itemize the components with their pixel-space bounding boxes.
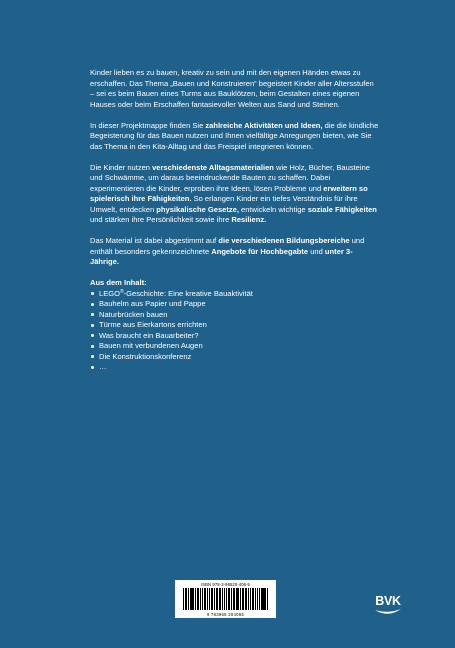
list-item: Bauhelm aus Papier und Pappe	[90, 299, 380, 310]
list-item: Was braucht ein Bauarbeiter?	[90, 331, 380, 342]
barcode-bar	[204, 588, 205, 610]
barcode-bar	[265, 588, 266, 610]
back-cover-text	[90, 68, 380, 373]
list-item: Bauen mit verbundenen Augen	[90, 341, 380, 352]
barcode-bar	[240, 588, 241, 610]
contents-heading: Aus dem Inhalt:	[90, 278, 147, 287]
barcode-bar	[214, 588, 215, 610]
list-item: LEGO®-Geschichte: Eine kreative Bauaktivität	[90, 289, 380, 300]
barcode-bar	[222, 588, 224, 610]
isbn-label: ISBN 978-3-96520-406-5	[201, 582, 250, 587]
barcode-bar	[237, 588, 239, 610]
barcode-bar	[191, 588, 193, 610]
list-item: Die Konstruktionskonferenz	[90, 352, 380, 363]
barcode-bars	[183, 588, 270, 610]
list-item: …	[90, 362, 380, 373]
barcode-bar	[229, 588, 230, 610]
barcode-bar	[207, 588, 209, 610]
barcode-bar	[209, 588, 210, 610]
barcode-bar	[193, 588, 194, 610]
barcode-bar	[234, 588, 235, 610]
list-item: Naturbrücken bauen	[90, 310, 380, 321]
list-item: Türme aus Eierkartons errichten	[90, 320, 380, 331]
intro-paragraph-4: Das Material ist dabei abgestimmt auf die verschiedenen Bildungsbereiche und enthält besonders gekennzeichnete Angebote für Hochbegabte und unter 3-Jährige.	[90, 236, 365, 266]
barcode-bar	[183, 588, 184, 610]
barcode-bar	[267, 588, 268, 610]
barcode-bar	[261, 588, 262, 610]
barcode-bar	[219, 588, 220, 610]
intro-paragraph-3: Die Kinder nutzen verschiedenste Alltagsmaterialien wie Holz, Bücher, Bausteine und Schwämme, um daraus beeindruckende Bauten zu schaffen. Dabei experimentieren die Kinder, erproben ihre Ideen, lösen Probleme und erweitern so spielerisch ihre Fähigkeiten. So erlangen Kinder ein tiefes Verständnis für ihre Umwelt, entdecken physikalische Gesetze, entwickeln wichtige soziale Fähigkeiten und stärken ihre Persönlichkeit sowie ihre Resilienz.	[90, 162, 377, 224]
publisher-logo-text: BVK	[375, 594, 401, 608]
barcode-bar	[250, 588, 251, 610]
intro-paragraph-1: Kinder lieben es zu bauen, kreativ zu sein und mit den eigenen Händen etwas zu erschaffen. Das Thema „Bauen und Konstruieren“ begeistert Kinder aller Altersstufen – sei es beim Bauen eines Turms aus Bauklötzen, beim Gestalten eines eigenen Hauses oder beim Erschaffen fantasievoller Welten aus Sand und Steinen.	[90, 68, 374, 109]
contents-list	[90, 289, 380, 373]
swoosh-icon	[374, 606, 402, 616]
barcode-bar	[245, 588, 246, 610]
barcode	[175, 580, 276, 618]
barcode-bar	[198, 588, 199, 610]
barcode-bar	[224, 588, 225, 610]
barcode-bar	[188, 588, 189, 610]
intro-paragraph-2: In dieser Projektmappe finden Sie zahlreiche Aktivitäten und Ideen, die die kindliche Begeisterung für das Bauen nutzen und Ihnen vielfältige Anregungen bieten, wie Sie das Thema in den Kita-Alltag und das Freispiel integrieren können.	[90, 120, 379, 151]
barcode-digits: 9 783965 204065	[206, 612, 245, 617]
barcode-bar	[255, 588, 257, 610]
publisher-logo	[373, 594, 403, 618]
